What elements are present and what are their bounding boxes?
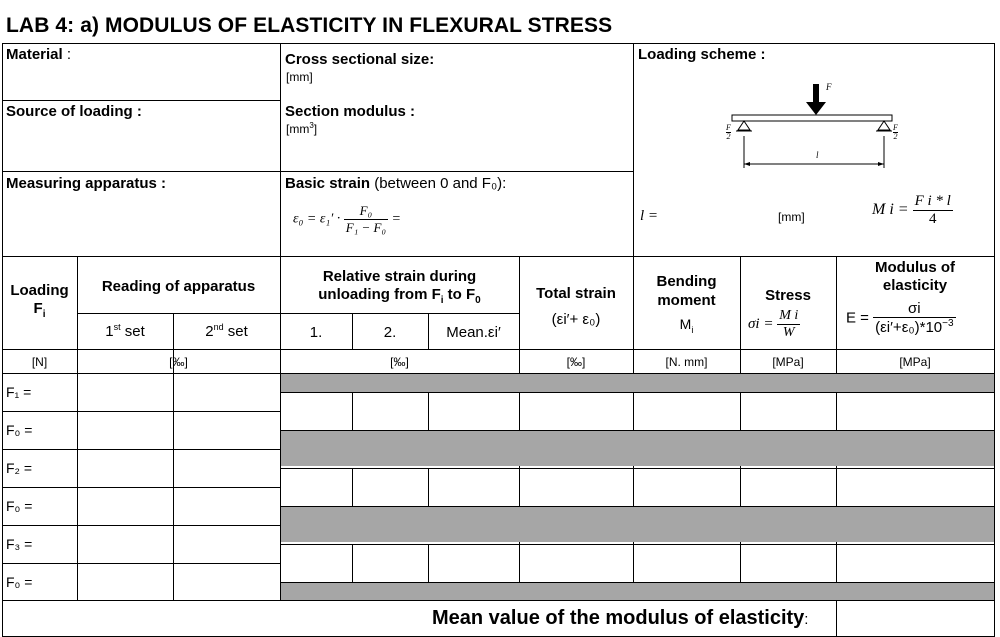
row-label-2: F₀ = xyxy=(6,422,33,438)
diagram-left-half-force: F 2 xyxy=(726,123,731,141)
subheader-line xyxy=(77,313,520,314)
col-line-8 xyxy=(740,256,741,600)
rel-v-3b xyxy=(428,544,429,582)
row-label-1: F₁ = xyxy=(6,384,32,400)
stress-formula: σi = $\frac{\text{M i}}{W}$ xyxy=(748,308,799,340)
right-border xyxy=(994,43,995,636)
col-header-loading: Loading $F_i$ xyxy=(10,282,69,320)
col-header-total-strain: Total strain (εi′+ ε₀) xyxy=(536,285,616,328)
basic-strain-formula: ε₀ = ε₁′ · $\frac{\text{F₀}}{\text{F₁ − F₀}}$ = xyxy=(293,203,401,235)
source-of-loading-label: Source of loading : xyxy=(6,103,142,120)
left-border xyxy=(2,43,3,636)
header-h-2 xyxy=(2,171,633,172)
rel-v-2a xyxy=(352,468,353,506)
rel-v-2b xyxy=(428,468,429,506)
unit-loading: [N] xyxy=(31,355,48,369)
gray-band-4 xyxy=(281,582,994,600)
row-line-5 xyxy=(2,563,280,564)
basic-strain-label: Basic strain (between 0 and F₀): xyxy=(285,175,507,192)
cross-section-unit: [mm] xyxy=(286,70,313,84)
band-line-2 xyxy=(280,430,995,431)
band-line-5 xyxy=(280,544,995,545)
header-divider-1 xyxy=(280,43,281,256)
row-label-4: F₀ = xyxy=(6,498,33,514)
col-header-modulus: Modulus of elasticity xyxy=(875,259,955,294)
loading-scheme-diagram xyxy=(700,78,940,178)
modulus-formula: E = $\frac{\sigma i}{(\varepsilon i'+\varepsilon_0)*10^{-3}}$ xyxy=(846,300,954,336)
diagram-force-label: F xyxy=(826,82,832,92)
gray-band-2 xyxy=(281,430,994,466)
cross-section-label: Cross sectional size: xyxy=(285,51,435,68)
header-divider-2 xyxy=(633,43,634,256)
rel-v-1a xyxy=(352,392,353,430)
col-line-1 xyxy=(77,256,78,600)
band-line-1 xyxy=(280,392,995,393)
row-line-3 xyxy=(2,487,280,488)
measuring-apparatus-label: Measuring apparatus : xyxy=(6,175,167,192)
header-h-1 xyxy=(2,100,280,101)
col-header-stress: Stress xyxy=(765,287,811,304)
col-header-bending: Bending moment $M_i$ xyxy=(656,273,717,335)
unit-total: [‰] xyxy=(566,355,586,369)
page-title: LAB 4: a) MODULUS OF ELASTICITY IN FLEXURAL STRESS xyxy=(6,14,613,37)
rel-v-3a xyxy=(352,544,353,582)
loading-scheme-label: Loading scheme : xyxy=(638,46,766,63)
col-header-rel2: 2. xyxy=(383,324,397,341)
diagram-right-half-force: F 2 xyxy=(893,123,898,141)
col-line-9 xyxy=(836,256,837,600)
unit-reading: [‰] xyxy=(169,355,188,369)
mean-value-field[interactable] xyxy=(837,601,994,636)
span-length-label: l = xyxy=(640,208,659,224)
col-header-set1: 1st set xyxy=(105,322,145,340)
gray-band-3 xyxy=(281,506,994,542)
unit-stress: [MPa] xyxy=(772,355,804,369)
row-label-3: F₂ = xyxy=(6,460,33,476)
row-line-1 xyxy=(2,411,280,412)
band-line-3 xyxy=(280,468,995,469)
row-line-2 xyxy=(2,449,280,450)
row-label-6: F₀ = xyxy=(6,574,33,590)
section-modulus-label: Section modulus : xyxy=(285,103,416,120)
units-row-top xyxy=(2,349,995,350)
col-header-reading: Reading of apparatus xyxy=(101,278,256,295)
header-top-border xyxy=(2,43,995,44)
unit-relative: [‰] xyxy=(390,355,409,369)
span-length-unit: [mm] xyxy=(778,210,805,224)
band-line-6 xyxy=(280,582,995,583)
material-label: Material : xyxy=(6,46,72,63)
col-header-rel1: 1. xyxy=(309,324,323,341)
unit-bending: [N. mm] xyxy=(665,355,708,369)
unit-modulus: [MPa] xyxy=(899,355,931,369)
header-bottom-border xyxy=(2,256,995,257)
gray-band-1 xyxy=(281,374,994,392)
mean-value-label: Mean value of the modulus of elasticity: xyxy=(432,607,809,629)
section-modulus-unit: $[mm^3]$ xyxy=(286,121,318,136)
row-label-5: F₃ = xyxy=(6,536,33,552)
band-line-4 xyxy=(280,506,995,507)
moment-formula: M i = $\frac{\text{F i * l}}{4}$ xyxy=(872,193,951,227)
col-header-relmean: Mean.εi′ xyxy=(446,324,501,341)
col-header-set2: 2nd set xyxy=(205,322,248,340)
diagram-span-label: l xyxy=(816,150,819,160)
rel-v-1b xyxy=(428,392,429,430)
col-header-relative-strain: Relative strain during unloading from $F_i$ to $F_0$ xyxy=(318,268,481,306)
row-line-4 xyxy=(2,525,280,526)
